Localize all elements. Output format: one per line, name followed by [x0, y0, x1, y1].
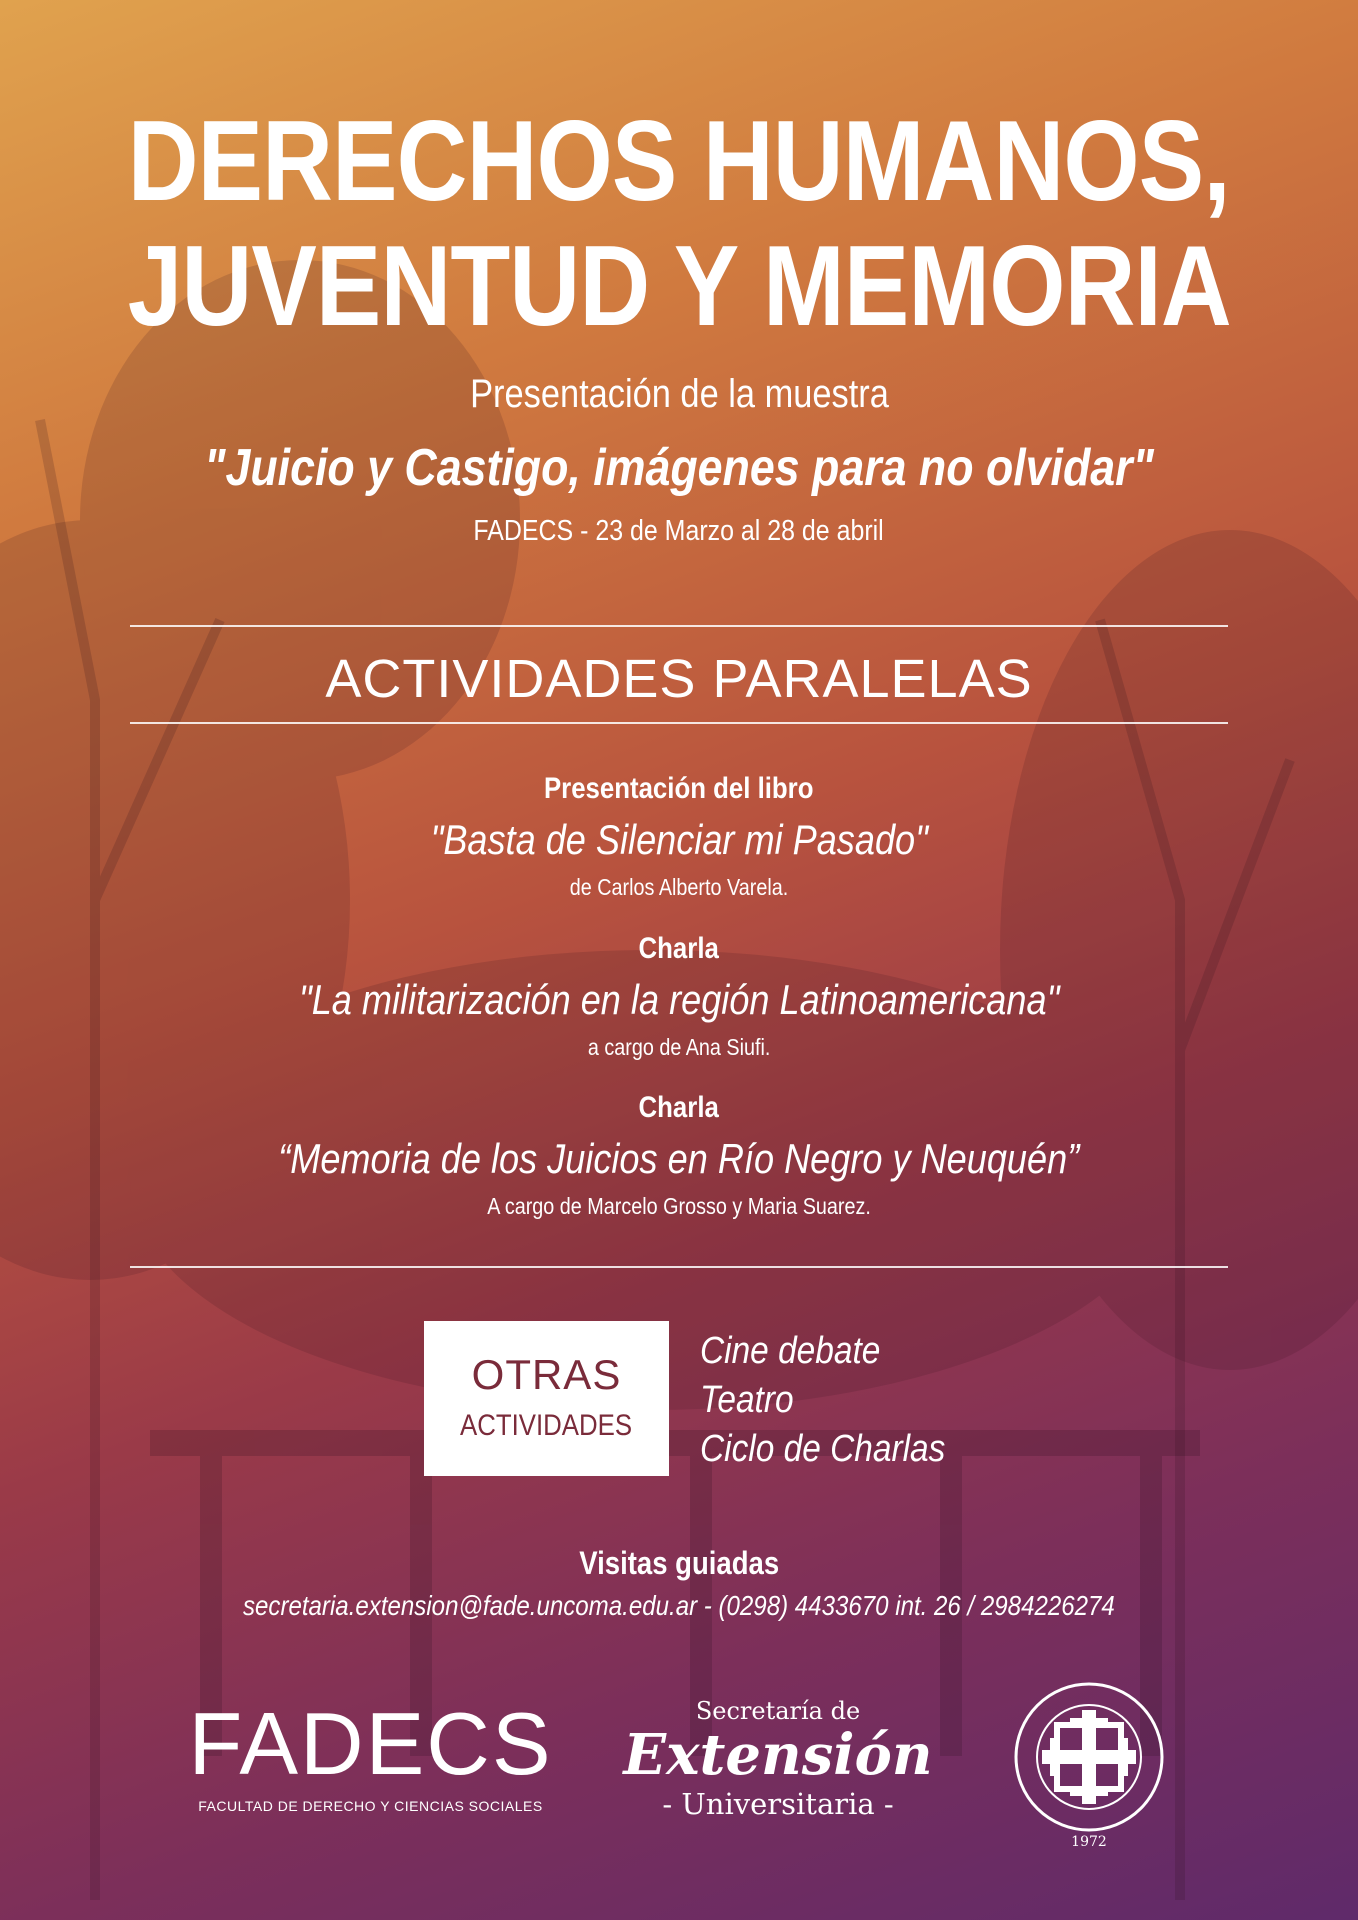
extension-line-1: Secretaría de: [695, 1697, 861, 1725]
divider-bottom: [130, 1266, 1228, 1268]
activity-1-name: "Basta de Silenciar mi Pasado": [430, 816, 928, 863]
fadecs-full-name: FACULTAD DE DERECHO Y CIENCIAS SOCIALES: [198, 1798, 543, 1814]
divider-mid: [130, 722, 1228, 724]
other-activities-box: [424, 1321, 669, 1476]
section-heading: ACTIVIDADES PARALELAS: [325, 649, 1033, 709]
exhibit-title: "Juicio y Castigo, imágenes para no olvidar": [204, 439, 1154, 497]
title-line-1: DERECHOS HUMANOS,: [127, 98, 1231, 225]
fadecs-logo: [183, 1694, 558, 1814]
guided-visits-heading: Visitas guiadas: [579, 1545, 779, 1581]
other-activity-item: Teatro: [700, 1379, 794, 1421]
extension-line-3: - Universitaria -: [662, 1786, 894, 1821]
seal-year: 1972: [1071, 1834, 1107, 1850]
activity-3-by: A cargo de Marcelo Grosso y Maria Suarez.: [487, 1193, 871, 1219]
other-activities-list: [700, 1327, 979, 1474]
other-activities-label-2: ACTIVIDADES: [460, 1409, 633, 1442]
university-seal-icon: [1012, 1680, 1167, 1850]
title-line-2: JUVENTUD Y MEMORIA: [127, 223, 1231, 350]
activity-1-kind: Presentación del libro: [544, 772, 814, 805]
extension-logo: [618, 1697, 938, 1821]
fadecs-wordmark: FADECS: [188, 1694, 553, 1793]
extension-line-2: Extensión: [623, 1722, 933, 1788]
activity-2-kind: Charla: [638, 932, 720, 965]
other-activity-item: Ciclo de Charlas: [700, 1428, 946, 1470]
activity-1-by: de Carlos Alberto Varela.: [569, 874, 789, 900]
other-activities-label-1: OTRAS: [471, 1351, 622, 1398]
activity-2-by: a cargo de Ana Siufi.: [587, 1034, 771, 1060]
activity-2-name: "La militarización en la región Latinoamericana": [298, 976, 1060, 1023]
subtitle: Presentación de la muestra: [469, 372, 889, 416]
activity-3-kind: Charla: [638, 1091, 720, 1124]
activity-3-name: “Memoria de los Juicios en Río Negro y Neuquén”: [278, 1135, 1080, 1182]
divider-top: [130, 625, 1228, 627]
contact-info: secretaria.extension@fade.uncoma.edu.ar - (0298) 4433670 int. 26 / 2984226274: [243, 1590, 1115, 1621]
other-activity-item: Cine debate: [700, 1330, 881, 1372]
venue-dates: FADECS - 23 de Marzo al 28 de abril: [473, 515, 885, 547]
